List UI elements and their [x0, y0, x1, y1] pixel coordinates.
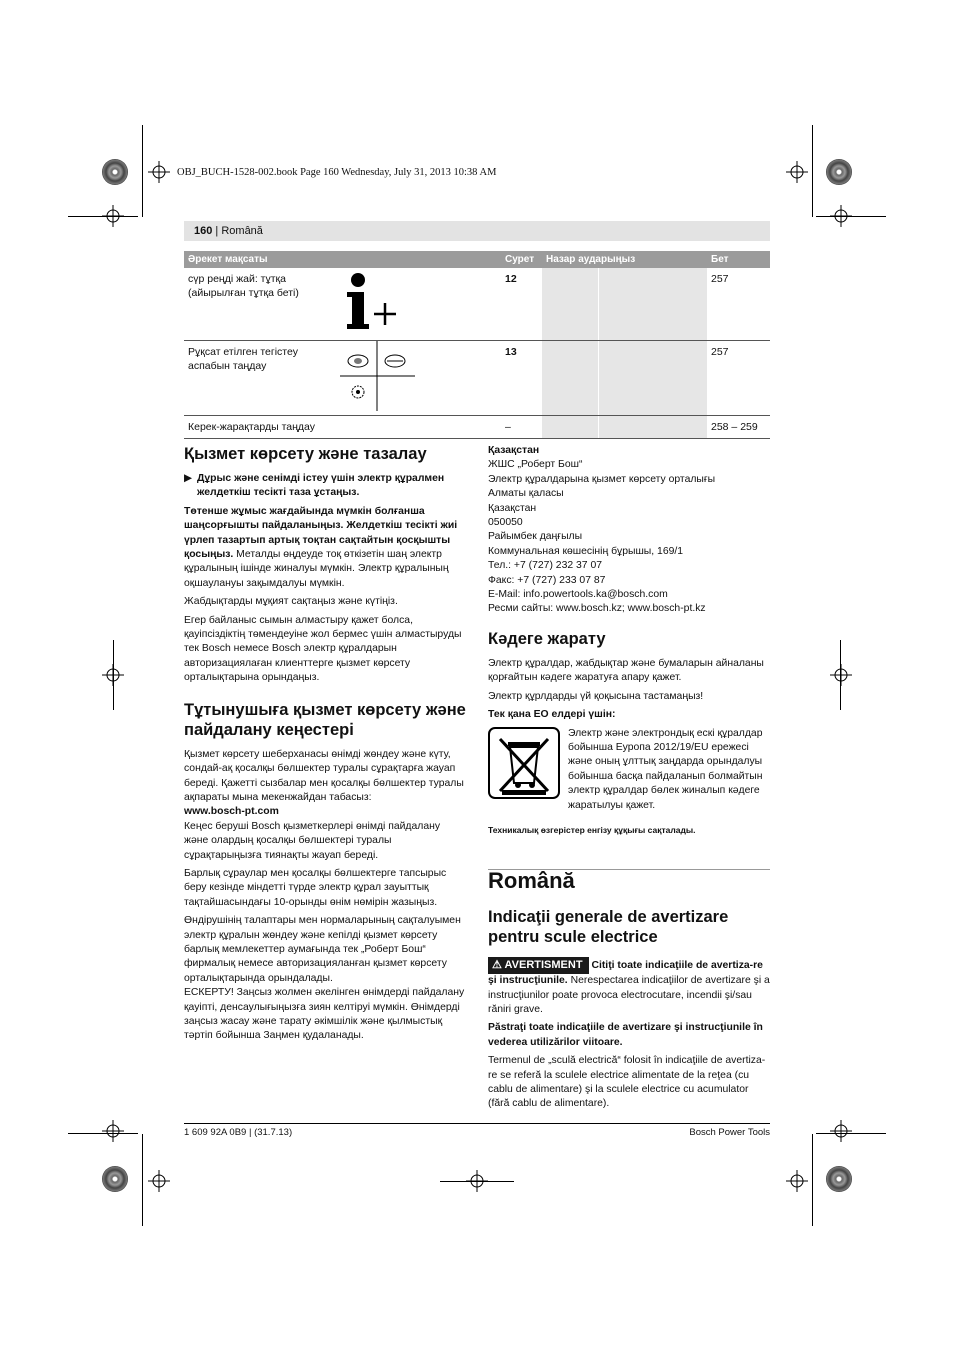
paragraph: Электр құрлдарды үй қоқысына тастамаңыз! [488, 690, 704, 702]
row-symbol [340, 341, 501, 416]
section-heading: Indicaţii generale de avertizare pentru scule electrice [488, 907, 729, 946]
action-table [184, 251, 770, 439]
grinding-tools-icon [340, 341, 415, 411]
registration-mark-icon [786, 161, 808, 183]
website-link[interactable]: www.bosch-pt.com [184, 806, 279, 818]
footer-right: Bosch Power Tools [689, 1127, 770, 1138]
weee-block [488, 727, 770, 813]
registration-mark-icon [148, 1170, 170, 1192]
crossed-bin-icon [488, 727, 560, 799]
paragraph: Тек қана ЕО елдері үшін: [488, 709, 616, 721]
address-line: Қазақстан [488, 445, 540, 456]
address-line: Алматы қаласы [488, 488, 564, 500]
address-line: 050050 [488, 517, 523, 529]
table-row [184, 341, 770, 416]
language-title: Română [488, 868, 575, 894]
registration-mark-icon [786, 1170, 808, 1192]
col-header-attention: Назар аударыңыз [542, 251, 707, 268]
paragraph: ⚠ AVERTISMENT Citiţi toate indicaţiile de avertiza-re şi instrucţiunile. Nerespectarea indicaţiilor de avertizare şi a instrucţiunilor poate provoca electrocutare, incendii şi/sau răniri grave. [488, 958, 770, 1015]
section-heading: Тұтынушыға қызмет көрсету және пайдалану кеңестері [184, 700, 466, 739]
left-column [184, 444, 466, 1048]
col-header-page: Бет [707, 251, 770, 268]
website-link[interactable]: Ресми сайты: www.bosch.kz; www.bosch-pt.kz [488, 603, 706, 615]
address-line: ЖШС „Роберт Бош“ [488, 459, 583, 471]
paragraph: Қызмет көрсету шеберханасы өнімді жөндеу және күту, сондай-ақ қосалқы бөлшектер туралы сұрақтарға жауап береді. Қажетті сызбалар мен қосалқы бөлшектер туралы ақпараты мына мекенжайдан табасыз: [184, 748, 464, 803]
page-number: 160 [194, 225, 213, 237]
changes-note: Техникалық өзгерістер енгізу құқығы сақталады. [488, 824, 696, 835]
color-dial-icon [826, 159, 852, 185]
registration-mark-icon [830, 664, 852, 686]
color-dial-icon [102, 1166, 128, 1192]
registration-mark-icon [102, 664, 124, 686]
registration-mark-icon [830, 1120, 852, 1142]
row-figure: – [501, 416, 542, 439]
header-language: Română [221, 225, 263, 237]
paragraph: Егер байланыс сымын алмастыру қажет болса, қауіпсіздіктің төмендеуіне жол бермес үшін алмастыруды тек Bosch немесе Bosch электр құралдарын авторизациялаған клиенттерге қызмет көрсету орталықтарына орындаңыз. [184, 614, 462, 684]
weee-text: Электр және электрондық ескі құралдар бойынша Еуропа 2012/19/EU ережесі және оның ұлттық заңдарда орындалуы бойынша басқа пайдаланып болмайтын электр құралдар бөлек жиналып кәдеге жаратылуы қажет. [568, 727, 763, 811]
row-figure: 13 [501, 341, 542, 416]
row-action: сүр рeңді жай: тұтқа (айырылған тұтқа беті) [184, 268, 340, 341]
section-heading: Қызмет көрсету және тазалау [184, 445, 427, 463]
row-action: Рұқсат етілген тегістеу аспабын таңдау [184, 341, 340, 416]
paragraph: Өндірушінің талаптары мен нормаларының сақталуымен электр құралын жөндеу және кепілді қызмет көрсету барлық мемлекеттер аумағында тек „Роберт Бош“ фирмалық немесе авторизацияланған қызмет көрсету орталықтарында орындалады. [184, 915, 461, 984]
paragraph: Барлық сұраулар мен қосалқы бөлшектерге тапсырыс беру кезінде міндетті түрде электр құрал зауыттық тақтайшасындағы 10-орынды өнім нөмірін жазыңыз. [184, 867, 447, 908]
paragraph: Кеңес беруші Bosch қызметкерлері өнімді пайдалану және олардың қосалқы бөлшектері туралы сұрақтарыңызға тиянақты жауап береді. [184, 820, 441, 861]
table-row [184, 416, 770, 439]
paragraph: Төтенше жұмыс жағдайында мүмкін болғанша шаңсорғышты пайдаланыңыз. Желдеткіш тесікті жиі үрлеп тазартып артық тоқтан сақтайтын қосқышты қосыңыз. Металды өңдеуде тоқ өткізетін шаң электр құралының ішінде жиналуы мүмкін. Электр құралының оқшаулануы зақымдалуы мүмкін. [184, 505, 458, 589]
row-page: 258 – 259 [707, 416, 770, 439]
address-line: Коммунальная көшесінің бұрышы, 169/1 [488, 545, 684, 557]
paragraph: Păstraţi toate indicaţiile de avertizare şi instrucţiunile în vederea utilizărilor viitoare. [488, 1022, 763, 1048]
registration-mark-icon [148, 161, 170, 183]
color-dial-icon [102, 159, 128, 185]
paragraph: Termenul de „sculă electrică“ folosit în indicaţiile de avertiza-re se referă la sculele electrice alimentate de la reţea (cu cablu de alimentare) şi la sculele electrice cu acumulator (fără cablu de alimentare). [488, 1055, 766, 1110]
paragraph: Жабдықтарды мұқият сақтаңыз және күтіңіз. [184, 596, 398, 608]
color-dial-icon [826, 1166, 852, 1192]
print-header: OBJ_BUCH-1528-002.book Page 160 Wednesday, July 31, 2013 10:38 AM [177, 167, 497, 178]
address-line: Тел.: +7 (727) 232 37 07 [488, 560, 603, 572]
row-figure: 12 [501, 268, 542, 341]
page-footer [184, 1123, 770, 1138]
registration-mark-icon [102, 1120, 124, 1142]
row-page: 257 [707, 268, 770, 341]
paragraph: Электр құралдар, жабдықтар және бумаларын айналаны қорғайтын кәдеге жаратуға апару қажет. [488, 657, 764, 684]
right-column [488, 444, 770, 1116]
warning-triangle-icon: ⚠ [492, 958, 502, 971]
address-line: Электр құралдарына қызмет көрсету орталығы [488, 473, 716, 485]
col-header-action: Әрекет мақсаты [184, 251, 501, 268]
row-action: Керек-жарақтарды таңдау [184, 416, 501, 439]
row-page: 257 [707, 341, 770, 416]
paragraph: ЕСКЕРТУ! Заңсыз жолмен әкелінген өнімдерді пайдалану қауіпті, денсаулығыңызға зиян келтіруі мүмкін. Өнімдерді заңсыз жасау және тарату әкімшілік және қылмыстық тәртіп бойынша Заңмен қудаланады. [184, 987, 465, 1042]
section-heading: Кәдеге жарату [488, 629, 606, 648]
registration-mark-icon [102, 205, 124, 227]
address-block [488, 444, 770, 617]
table-row [184, 268, 770, 341]
page-header [184, 221, 770, 241]
header-separator: | [215, 225, 222, 237]
row-symbol [340, 268, 501, 341]
bullet-arrow-icon: ▶ [184, 473, 192, 484]
registration-mark-icon [830, 205, 852, 227]
address-line: Қазақстан [488, 502, 537, 514]
address-line: Райымбек даңғылы [488, 531, 583, 543]
warning-badge: ⚠ AVERTISMENT [488, 957, 589, 974]
email-link[interactable]: E-Mail: info.powertools.ka@bosch.com [488, 589, 668, 601]
col-header-figure: Сурет [501, 251, 542, 268]
info-plus-icon [344, 272, 404, 332]
footer-left: 1 609 92A 0B9 | (31.7.13) [184, 1127, 293, 1138]
table-header-row [184, 251, 770, 268]
bullet-item: ▶ Дұрыс және сенімді істеу үшін электр құралмен желдеткіш тесікті таза ұстаңыз. [184, 473, 445, 499]
address-line: Факс: +7 (727) 233 07 87 [488, 574, 606, 586]
